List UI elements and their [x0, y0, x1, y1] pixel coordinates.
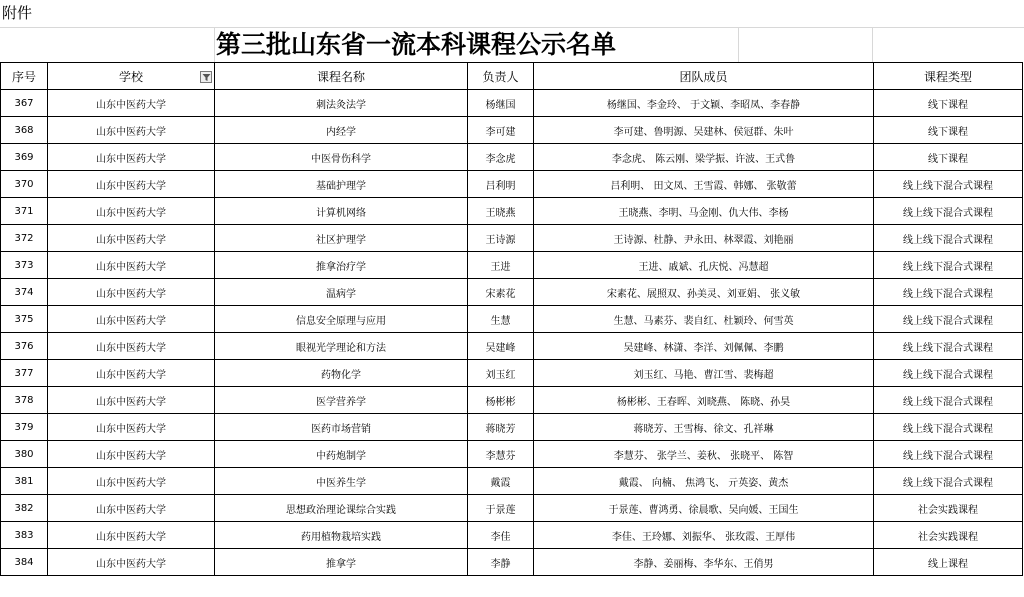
- cell-school: 山东中医药大学: [48, 279, 215, 306]
- cell-leader: 生慧: [468, 306, 534, 333]
- header-row: [1, 63, 1023, 90]
- cell-no: 378: [1, 387, 48, 414]
- attachment-label: 附件: [2, 4, 33, 22]
- cell-school: 山东中医药大学: [48, 414, 215, 441]
- cell-school: 山东中医药大学: [48, 306, 215, 333]
- cell-school: 山东中医药大学: [48, 117, 215, 144]
- cell-leader: 吕利明: [468, 171, 534, 198]
- cell-course: 眼视光学理论和方法: [215, 333, 468, 360]
- cell-members: 杨彬彬、王春晖、刘晓燕、 陈晓、孙昊: [534, 387, 874, 414]
- cell-type: 线下课程: [874, 90, 1023, 117]
- table-row: [1, 549, 1023, 576]
- cell-course: 温病学: [215, 279, 468, 306]
- cell-course: 基础护理学: [215, 171, 468, 198]
- cell-type: 线上线下混合式课程: [874, 360, 1023, 387]
- cell-no: 368: [1, 117, 48, 144]
- cell-leader: 戴霞: [468, 468, 534, 495]
- cell-school: 山东中医药大学: [48, 144, 215, 171]
- cell-no: 383: [1, 522, 48, 549]
- cell-no: 375: [1, 306, 48, 333]
- cell-leader: 王进: [468, 252, 534, 279]
- cell-type: 社会实践课程: [874, 495, 1023, 522]
- cell-leader: 李可建: [468, 117, 534, 144]
- sheet-gridline: [872, 28, 873, 62]
- cell-school: 山东中医药大学: [48, 198, 215, 225]
- cell-course: 信息安全原理与应用: [215, 306, 468, 333]
- cell-leader: 李念虎: [468, 144, 534, 171]
- cell-school: 山东中医药大学: [48, 441, 215, 468]
- cell-leader: 杨继国: [468, 90, 534, 117]
- cell-school: 山东中医药大学: [48, 387, 215, 414]
- cell-members: 李静、姜丽梅、李华东、王俏男: [534, 549, 874, 576]
- cell-leader: 宋素花: [468, 279, 534, 306]
- filter-icon[interactable]: [200, 71, 212, 83]
- cell-course: 社区护理学: [215, 225, 468, 252]
- cell-members: 杨继国、李金玲、 于文颖、李昭凤、李春静: [534, 90, 874, 117]
- cell-course: 医学营养学: [215, 387, 468, 414]
- table-row: [1, 90, 1023, 117]
- table-row: [1, 252, 1023, 279]
- cell-no: 380: [1, 441, 48, 468]
- cell-no: 382: [1, 495, 48, 522]
- cell-type: 线上线下混合式课程: [874, 306, 1023, 333]
- cell-no: 377: [1, 360, 48, 387]
- cell-members: 李佳、王玲娜、刘振华、 张玫霞、王厚伟: [534, 522, 874, 549]
- cell-type: 线上线下混合式课程: [874, 198, 1023, 225]
- table-row: [1, 117, 1023, 144]
- cell-type: 线上线下混合式课程: [874, 414, 1023, 441]
- cell-members: 王进、戚斌、孔庆悦、冯慧超: [534, 252, 874, 279]
- cell-no: 384: [1, 549, 48, 576]
- sheet-gridline: [0, 27, 1024, 28]
- table-row: [1, 360, 1023, 387]
- cell-course: 刺法灸法学: [215, 90, 468, 117]
- cell-type: 线上线下混合式课程: [874, 333, 1023, 360]
- cell-leader: 杨彬彬: [468, 387, 534, 414]
- cell-type: 线上线下混合式课程: [874, 225, 1023, 252]
- cell-members: 李慧芬、 张学兰、姜秋、 张晓平、 陈智: [534, 441, 874, 468]
- table-row: [1, 279, 1023, 306]
- cell-no: 372: [1, 225, 48, 252]
- cell-course: 推拿治疗学: [215, 252, 468, 279]
- cell-type: 线上线下混合式课程: [874, 468, 1023, 495]
- cell-members: 生慧、马素芬、裴自红、杜颖玲、何雪英: [534, 306, 874, 333]
- cell-type: 线上课程: [874, 549, 1023, 576]
- document-title: 第三批山东省一流本科课程公示名单: [216, 30, 617, 59]
- cell-school: 山东中医药大学: [48, 252, 215, 279]
- cell-no: 374: [1, 279, 48, 306]
- cell-leader: 王诗源: [468, 225, 534, 252]
- cell-no: 376: [1, 333, 48, 360]
- header-no: 序号: [1, 63, 48, 90]
- cell-members: 吴建峰、林潇、李洋、刘佩佩、李鹏: [534, 333, 874, 360]
- cell-type: 线上线下混合式课程: [874, 441, 1023, 468]
- cell-course: 药物化学: [215, 360, 468, 387]
- cell-no: 371: [1, 198, 48, 225]
- cell-no: 369: [1, 144, 48, 171]
- cell-leader: 于景莲: [468, 495, 534, 522]
- cell-members: 戴霞、 向楠、 焦鸿飞、 亓英姿、黄杰: [534, 468, 874, 495]
- table-row: [1, 144, 1023, 171]
- cell-no: 367: [1, 90, 48, 117]
- cell-school: 山东中医药大学: [48, 360, 215, 387]
- table-row: [1, 495, 1023, 522]
- course-table: [0, 62, 1023, 576]
- cell-members: 李念虎、 陈云刚、梁学振、许波、王式鲁: [534, 144, 874, 171]
- header-course: 课程名称: [215, 63, 468, 90]
- cell-leader: 吴建峰: [468, 333, 534, 360]
- cell-course: 药用植物栽培实践: [215, 522, 468, 549]
- cell-leader: 蒋晓芳: [468, 414, 534, 441]
- cell-members: 吕利明、 田文凤、王雪霞、韩娜、 张敬蕾: [534, 171, 874, 198]
- cell-type: 社会实践课程: [874, 522, 1023, 549]
- cell-school: 山东中医药大学: [48, 90, 215, 117]
- cell-leader: 王晓燕: [468, 198, 534, 225]
- table-row: [1, 468, 1023, 495]
- cell-course: 计算机网络: [215, 198, 468, 225]
- table-row: [1, 414, 1023, 441]
- cell-school: 山东中医药大学: [48, 333, 215, 360]
- cell-school: 山东中医药大学: [48, 495, 215, 522]
- cell-type: 线上线下混合式课程: [874, 387, 1023, 414]
- cell-course: 推拿学: [215, 549, 468, 576]
- header-leader: 负责人: [468, 63, 534, 90]
- cell-no: 370: [1, 171, 48, 198]
- header-type: 课程类型: [874, 63, 1023, 90]
- cell-school: 山东中医药大学: [48, 522, 215, 549]
- sheet-gridline: [214, 28, 215, 62]
- cell-leader: 李慧芬: [468, 441, 534, 468]
- table-row: [1, 198, 1023, 225]
- cell-members: 李可建、鲁明源、吴建林、侯冠群、朱叶: [534, 117, 874, 144]
- cell-course: 中医骨伤科学: [215, 144, 468, 171]
- cell-leader: 李静: [468, 549, 534, 576]
- table-row: [1, 171, 1023, 198]
- cell-school: 山东中医药大学: [48, 468, 215, 495]
- header-school: [48, 63, 215, 90]
- cell-members: 刘玉红、马艳、曹江雪、裴梅超: [534, 360, 874, 387]
- cell-no: 373: [1, 252, 48, 279]
- cell-members: 于景莲、曹鸿勇、徐晨歌、吴向媛、王国生: [534, 495, 874, 522]
- cell-no: 381: [1, 468, 48, 495]
- cell-members: 宋素花、展照双、孙美灵、刘亚娟、 张义敏: [534, 279, 874, 306]
- cell-type: 线上线下混合式课程: [874, 252, 1023, 279]
- table-row: [1, 387, 1023, 414]
- cell-type: 线上线下混合式课程: [874, 171, 1023, 198]
- cell-course: 医药市场营销: [215, 414, 468, 441]
- cell-type: 线下课程: [874, 117, 1023, 144]
- cell-members: 王诗源、杜静、尹永田、林翠霞、刘艳丽: [534, 225, 874, 252]
- cell-type: 线下课程: [874, 144, 1023, 171]
- cell-school: 山东中医药大学: [48, 549, 215, 576]
- sheet-gridline: [738, 28, 739, 62]
- cell-course: 思想政治理论课综合实践: [215, 495, 468, 522]
- table-row: [1, 225, 1023, 252]
- cell-school: 山东中医药大学: [48, 171, 215, 198]
- cell-course: 中医养生学: [215, 468, 468, 495]
- cell-school: 山东中医药大学: [48, 225, 215, 252]
- table-row: [1, 522, 1023, 549]
- table-row: [1, 306, 1023, 333]
- table-row: [1, 333, 1023, 360]
- cell-course: 中药炮制学: [215, 441, 468, 468]
- cell-course: 内经学: [215, 117, 468, 144]
- table-row: [1, 441, 1023, 468]
- cell-leader: 刘玉红: [468, 360, 534, 387]
- cell-leader: 李佳: [468, 522, 534, 549]
- header-school-label: 学校: [118, 69, 143, 84]
- cell-members: 蒋晓芳、王雪梅、徐文、孔祥琳: [534, 414, 874, 441]
- cell-no: 379: [1, 414, 48, 441]
- cell-type: 线上线下混合式课程: [874, 279, 1023, 306]
- header-members: 团队成员: [534, 63, 874, 90]
- cell-members: 王晓燕、李明、马金刚、仇大伟、李杨: [534, 198, 874, 225]
